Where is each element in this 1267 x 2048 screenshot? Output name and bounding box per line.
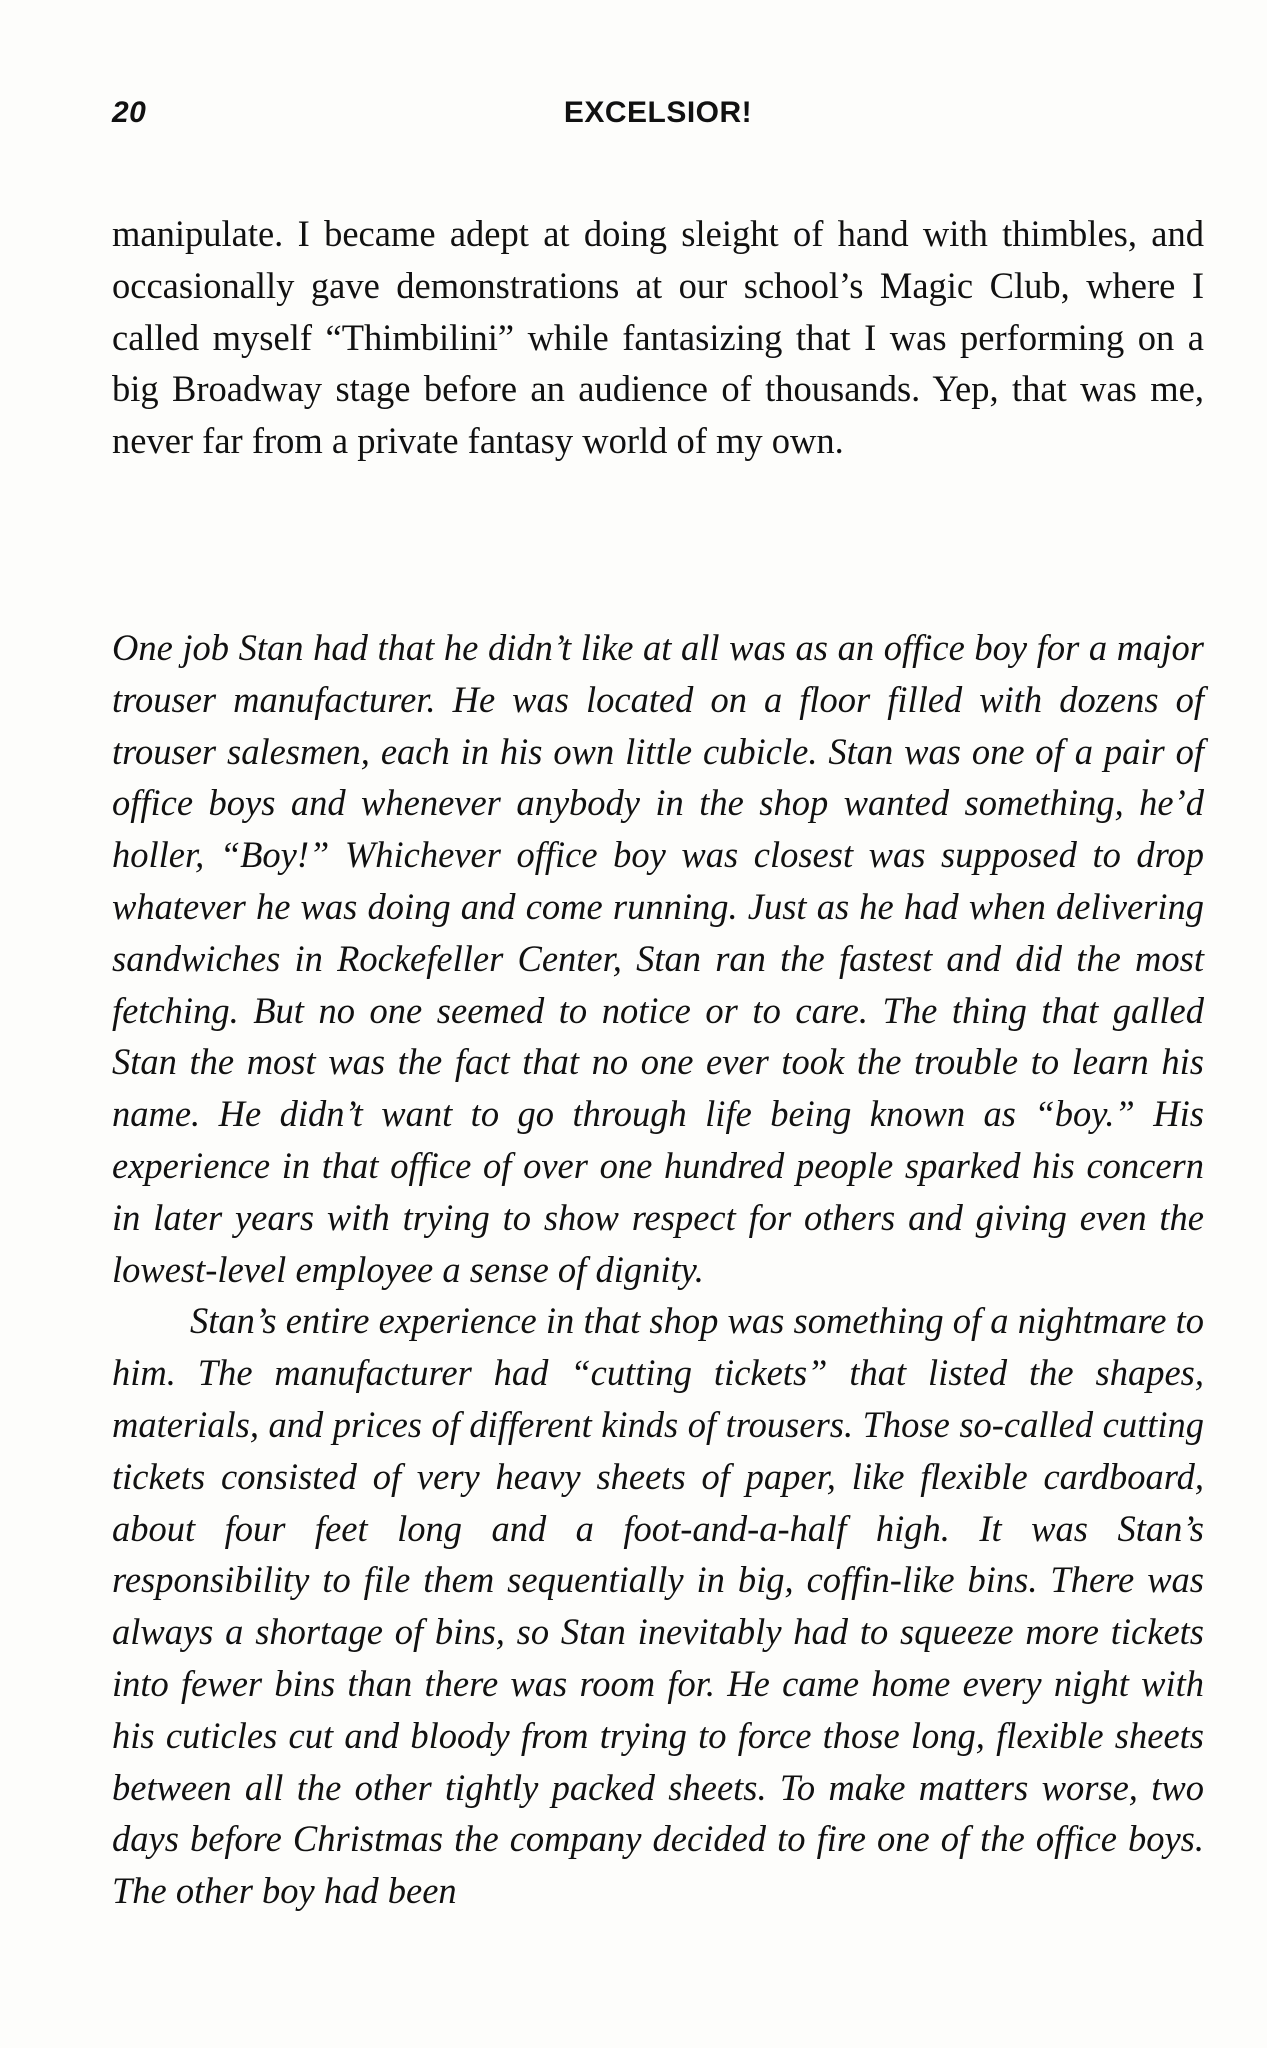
paragraph-office-boy: One job Stan had that he didn’t like at all was as an office boy for a major trouser manufacturer. He was located on a floor filled with dozens of trouser salesmen, each in his own little cubicle. Stan was one of a pair of office boys and whenever anybody in the shop wanted something, he’d holler, “Boy!” Whichever office boy was closest was supposed to drop whatever he was doing and come running. Just as he had when delivering sandwiches in Rockefeller Center, Stan ran the fastest and did the most fetching. But no one seemed to notice or to care. The thing that galled Stan the most was the fact that no one ever took the trouble to learn his name. He didn’t want to go through life being known as “boy.” His experience in that office of over one hundred people sparked his concern in later years with trying to show respect for others and giving even the lowest-level employee a sense of dignity. — [112, 627, 1204, 1290]
body-text-italic — [112, 622, 1204, 1917]
running-head — [112, 96, 1204, 136]
running-title: EXCELSIOR! — [563, 96, 753, 129]
body-text-roman — [112, 208, 1204, 467]
paragraph-cutting-tickets: Stan’s entire experience in that shop was something of a nightmare to him. The manufacturer had “cutting tickets” that listed the shapes, materials, and prices of different kinds of trousers. Those so-called cutting tickets consisted of very heavy sheets of paper, like flexible cardboard, about four feet long and a foot-and-a-half high. It was Stan’s responsibility to file them sequentially in big, coffin-like bins. There was always a shortage of bins, so Stan inevitably had to squeeze more tickets into fewer bins than there was room for. He came home every night with his cuticles cut and bloody from trying to force those long, flexible sheets between all the other tightly packed sheets. To make matters worse, two days before Christmas the company decided to fire one of the office boys. The other boy had been — [112, 1300, 1204, 1912]
page-number: 20 — [112, 96, 147, 129]
paragraph-memoir: manipulate. I became adept at doing sleight of hand with thimbles, and occasionally gave demonstrations at our school’s Magic Club, where I called myself “Thimbilini” while fantasizing that I was performing on a big Broadway stage before an audience of thousands. Yep, that was me, never far from a private fantasy world of my own. — [112, 213, 1204, 462]
